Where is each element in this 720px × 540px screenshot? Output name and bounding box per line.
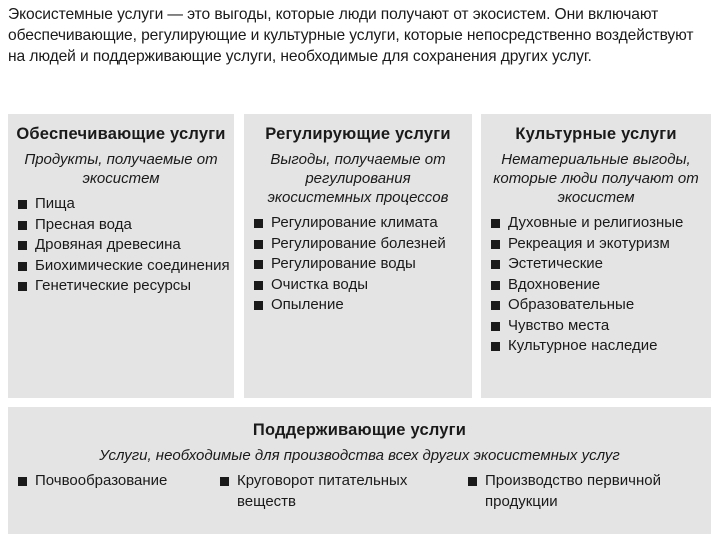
list-item: Круговорот питательных веществ — [220, 471, 457, 512]
cultural-services-box — [481, 114, 711, 398]
list-item: Пища — [18, 194, 234, 215]
supporting-list — [8, 471, 711, 521]
bullet-square-icon — [18, 221, 27, 230]
bullet-square-icon — [254, 281, 263, 290]
provisioning-title: Обеспечивающие услуги — [16, 125, 226, 143]
list-item: Регулирование воды — [254, 254, 472, 275]
bullet-square-icon — [254, 260, 263, 269]
bullet-square-icon — [491, 322, 500, 331]
list-item: Регулирование климата — [254, 213, 472, 234]
cultural-description: Нематериальные выгоды, которые люди получают от экосистем — [493, 151, 699, 206]
provisioning-services-box — [8, 114, 234, 398]
bullet-square-icon — [491, 260, 500, 269]
bullet-square-icon — [491, 301, 500, 310]
intro-paragraph: Экосистемные услуги — это выгоды, которые люди получают от экосистем. Они включают обеспечивающие, регулирующие и культурные услуги, которые непосредственно воздействуют на людей и поддерживающие услуги, необходимые для сохранения других услуг. — [8, 6, 694, 65]
bullet-square-icon — [18, 241, 27, 250]
bullet-square-icon — [468, 477, 477, 486]
bullet-square-icon — [254, 219, 263, 228]
bullet-square-icon — [220, 477, 229, 486]
list-item: Дровяная древесина — [18, 235, 234, 256]
list-item: Рекреация и экотуризм — [491, 234, 711, 255]
bullet-square-icon — [491, 342, 500, 351]
bullet-square-icon — [18, 477, 27, 486]
list-item: Чувство места — [491, 316, 711, 337]
list-item: Почвообразование — [18, 471, 225, 492]
supporting-title: Поддерживающие услуги — [252, 421, 467, 439]
list-item: Генетические ресурсы — [18, 276, 234, 297]
list-item: Культурное наследие — [491, 336, 711, 357]
regulating-list — [244, 213, 472, 316]
cultural-list — [481, 213, 711, 357]
list-item: Биохимические соединения — [18, 256, 234, 277]
bullet-square-icon — [254, 240, 263, 249]
bullet-square-icon — [491, 281, 500, 290]
list-item: Образовательные — [491, 295, 711, 316]
regulating-title: Регулирующие услуги — [265, 125, 451, 143]
bullet-square-icon — [18, 282, 27, 291]
regulating-description: Выгоды, получаемые от регулирования экосистемных процессов — [267, 151, 449, 206]
list-item: Производство первичной продукции — [468, 471, 720, 512]
bullet-square-icon — [254, 301, 263, 310]
cultural-title: Культурные услуги — [515, 125, 677, 143]
list-item: Опыление — [254, 295, 472, 316]
bullet-square-icon — [491, 219, 500, 228]
provisioning-list — [8, 194, 234, 297]
list-item: Очистка воды — [254, 275, 472, 296]
bullet-square-icon — [18, 200, 27, 209]
list-item: Пресная вода — [18, 215, 234, 236]
provisioning-description: Продукты, получаемые от экосистем — [24, 151, 218, 187]
list-item: Духовные и религиозные — [491, 213, 711, 234]
supporting-services-box — [8, 407, 711, 534]
list-item: Эстетические — [491, 254, 711, 275]
list-item: Регулирование болезней — [254, 234, 472, 255]
list-item: Вдохновение — [491, 275, 711, 296]
supporting-description: Услуги, необходимые для производства всех других экосистемных услуг — [99, 447, 620, 464]
bullet-square-icon — [491, 240, 500, 249]
bullet-square-icon — [18, 262, 27, 271]
regulating-services-box — [244, 114, 472, 398]
